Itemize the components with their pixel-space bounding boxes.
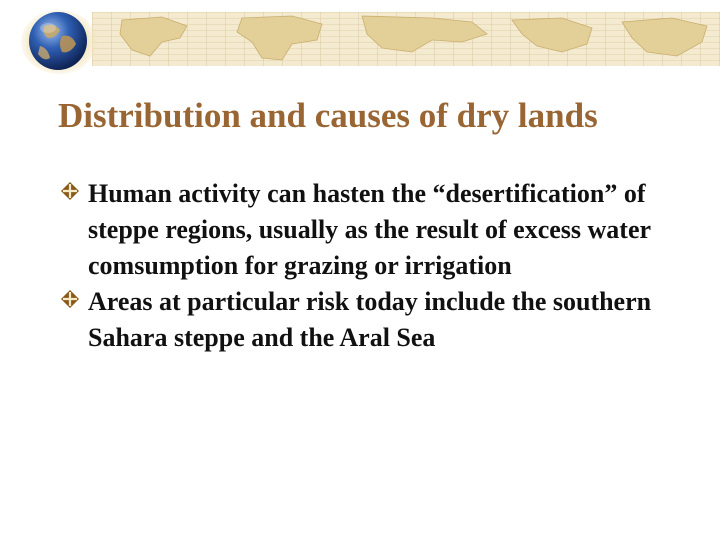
bullet-text: Areas at particular risk today include the southern Sahara steppe and the Aral Sea [88, 287, 652, 352]
globe-icon [20, 8, 98, 74]
header-banner [0, 0, 720, 80]
slide-title: Distribution and causes of dry lands [58, 96, 598, 135]
diamond-cross-bullet-icon [60, 289, 80, 309]
bullet-list [60, 176, 700, 356]
bullet-item [60, 176, 700, 284]
bullet-text: Human activity can hasten the “desertification” of steppe regions, usually as the result of excess water comsumption for grazing or irrigation [88, 179, 651, 280]
diamond-cross-bullet-icon [60, 181, 80, 201]
bullet-item [60, 284, 700, 356]
world-map-strip [92, 12, 720, 66]
